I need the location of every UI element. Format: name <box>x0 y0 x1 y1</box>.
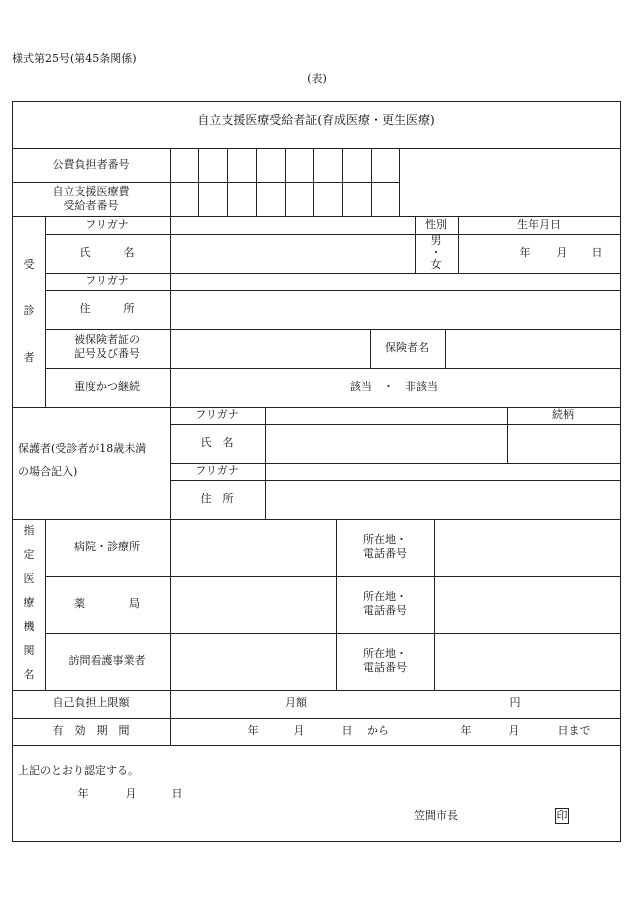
certification-day: 日 <box>171 787 183 800</box>
institution-vertical-char-7: 名 <box>23 668 35 681</box>
institution-vertical-char-4: 療 <box>23 596 35 609</box>
official-seal: 印 <box>556 809 568 822</box>
recipient-number-label-line1: 自立支援医療費 <box>52 185 130 198</box>
relationship-label: 続柄 <box>552 408 574 421</box>
home-nursing-label: 訪問看護事業者 <box>68 654 146 667</box>
address-furigana-label: フリガナ <box>85 274 129 287</box>
severe-continuous-value: 該当 ・ 非該当 <box>350 380 438 393</box>
nursing-location-label-line2: 電話番号 <box>363 661 407 674</box>
dob-year: 年 <box>519 246 531 259</box>
copay-limit-label: 自己負担上限額 <box>52 696 130 709</box>
institution-vertical-char-1: 指 <box>23 524 35 537</box>
validity-period-label: 有 効 期 間 <box>52 724 130 737</box>
gender-female: 女 <box>430 258 442 271</box>
insurance-number-label-line1: 被保険者証の <box>74 333 140 346</box>
patient-address-label: 住 所 <box>79 302 135 315</box>
patient-vertical-char-3: 者 <box>23 351 35 364</box>
severe-continuous-label: 重度かつ継続 <box>74 380 140 393</box>
yen-label: 円 <box>509 696 521 709</box>
validity-end-year: 年 <box>460 724 472 737</box>
guardian-address-furigana-label: フリガナ <box>195 464 239 477</box>
hospital-location-label-line1: 所在地・ <box>363 533 407 546</box>
validity-end-month: 月 <box>508 724 520 737</box>
insurer-name-label: 保険者名 <box>385 341 429 354</box>
nursing-location-label-line1: 所在地・ <box>363 647 407 660</box>
guardian-furigana-label: フリガナ <box>195 408 239 421</box>
page-side-label: (表) <box>307 72 327 85</box>
guardian-address-label: 住 所 <box>200 492 234 505</box>
guardian-name-label: 氏 名 <box>200 436 234 449</box>
patient-vertical-char-1: 受 <box>23 258 35 271</box>
certificate-title: 自立支援医療受給者証(育成医療・更生医療) <box>197 113 435 127</box>
patient-name-label: 氏 名 <box>79 246 135 259</box>
monthly-label: 月額 <box>285 696 307 709</box>
validity-start-day: 日 <box>341 724 353 737</box>
institution-vertical-char-2: 定 <box>23 548 35 561</box>
institution-vertical-char-5: 機 <box>23 620 35 633</box>
insurance-number-label-line2: 記号及び番号 <box>74 347 140 360</box>
hospital-clinic-label: 病院・診療所 <box>74 540 140 553</box>
gender-label: 性別 <box>425 218 447 231</box>
validity-end-day: 日まで <box>557 724 591 737</box>
pharmacy-location-label-line1: 所在地・ <box>363 590 407 603</box>
institution-vertical-char-3: 医 <box>23 572 35 585</box>
dob-month: 月 <box>556 246 568 259</box>
pharmacy-location-label-line2: 電話番号 <box>363 604 407 617</box>
guardian-label-line1: 保護者(受診者が18歳未満 <box>18 442 147 455</box>
dob-label: 生年月日 <box>517 218 561 231</box>
patient-vertical-char-2: 診 <box>23 304 35 317</box>
form-number: 様式第25号(第45条関係) <box>12 52 137 65</box>
gender-separator: ・ <box>430 246 442 259</box>
certification-year: 年 <box>77 787 89 800</box>
institution-vertical-char-6: 関 <box>23 644 35 657</box>
mayor-title: 笠間市長 <box>414 809 458 822</box>
hospital-location-label-line2: 電話番号 <box>363 547 407 560</box>
recipient-number-label-line2: 受給者番号 <box>63 199 119 212</box>
patient-furigana-label: フリガナ <box>85 218 129 231</box>
public-payer-number-label: 公費負担者番号 <box>52 158 130 171</box>
pharmacy-label: 薬 局 <box>74 597 140 610</box>
certification-statement: 上記のとおり認定する。 <box>18 764 139 777</box>
gender-male: 男 <box>430 234 442 247</box>
validity-start-month: 月 <box>293 724 305 737</box>
certification-month: 月 <box>125 787 137 800</box>
validity-start-year: 年 <box>247 724 259 737</box>
dob-day: 日 <box>591 246 603 259</box>
validity-from: から <box>367 724 389 737</box>
guardian-label-line2: の場合記入) <box>18 465 78 478</box>
